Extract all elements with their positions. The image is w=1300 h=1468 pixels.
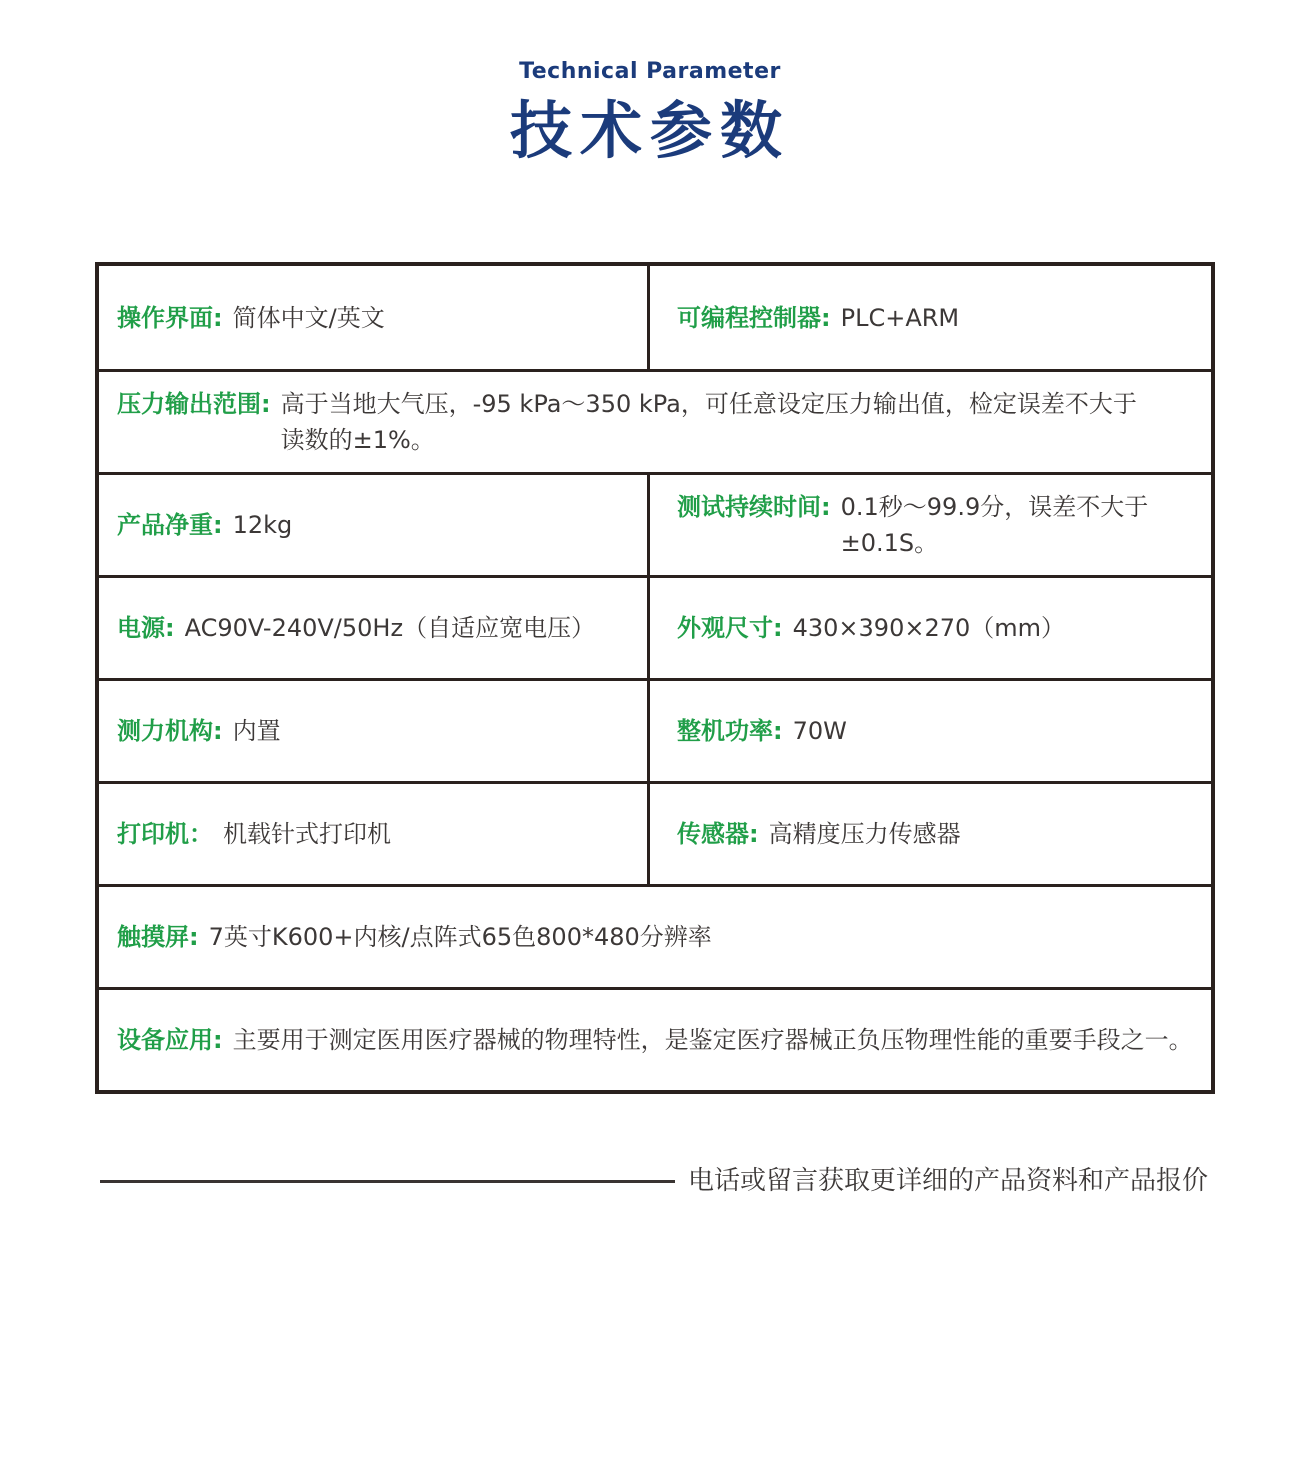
table-row: [99, 884, 1211, 987]
param-label: 测试持续时间:: [677, 493, 831, 521]
table-row: [99, 472, 1211, 575]
param-label: 产品净重:: [117, 511, 223, 539]
param-cell-controller: [650, 266, 1211, 369]
param-cell-sensor: [650, 784, 1211, 884]
param-value: 430×390×270（mm）: [792, 614, 1066, 642]
page-title: 技术参数: [509, 94, 790, 167]
param-value: 70W: [792, 717, 847, 745]
param-label: 触摸屏:: [117, 923, 199, 951]
param-value-line: 读数的±1%。: [280, 426, 435, 454]
page-header: [0, 58, 1300, 168]
table-row: [99, 369, 1211, 472]
param-value: 7英寸K600+内核/点阵式65色800*480分辨率: [208, 923, 712, 951]
param-cell-pressure-range: [99, 372, 1211, 472]
table-row: [99, 781, 1211, 884]
table-row: [99, 266, 1211, 369]
param-value: 简体中文/英文: [232, 303, 385, 332]
param-value: PLC+ARM: [840, 303, 960, 332]
param-label: 测力机构:: [117, 717, 223, 745]
param-value: 0.1秒～99.9分，误差不大于±0.1S。: [840, 493, 1149, 557]
param-cell-touchscreen: [99, 887, 1211, 987]
page-subtitle-en: Technical Parameter: [519, 59, 781, 84]
param-value: 机载针式打印机: [223, 820, 391, 848]
spec-table: [95, 262, 1215, 1094]
param-label: 压力输出范围:: [117, 390, 271, 418]
param-cell-test-duration: [650, 475, 1211, 575]
param-value: 主要用于测定医用医疗器械的物理特性，是鉴定医疗器械正负压物理性能的重要手段之一。: [232, 1026, 1193, 1054]
table-row: [99, 987, 1211, 1090]
contact-note: 电话或留言获取更详细的产品资料和产品报价: [688, 1166, 1209, 1196]
param-value: AC90V-240V/50Hz（自适应宽电压）: [184, 614, 596, 642]
param-cell-application: [99, 990, 1211, 1090]
param-value: 高精度压力传感器: [768, 820, 961, 848]
divider-line: [100, 1180, 675, 1183]
param-label: 整机功率:: [677, 717, 783, 745]
param-cell-power-supply: [99, 578, 650, 678]
param-label: 设备应用:: [117, 1026, 223, 1054]
param-cell-force-mechanism: [99, 681, 650, 781]
param-label: 外观尺寸:: [677, 614, 783, 642]
param-label: 可编程控制器:: [677, 303, 831, 332]
param-label: 打印机：: [117, 820, 213, 848]
param-value: [281, 386, 1137, 458]
table-row: [99, 678, 1211, 781]
param-value: 内置: [232, 717, 281, 745]
param-value: 12kg: [232, 511, 293, 539]
param-cell-ui-language: [99, 266, 650, 369]
param-cell-net-weight: [99, 475, 650, 575]
param-cell-dimensions: [650, 578, 1211, 678]
param-value-line: 高于当地大气压，-95 kPa～350 kPa，可任意设定压力输出值，检定误差不大于: [280, 390, 1137, 418]
param-label: 操作界面:: [117, 303, 223, 332]
param-label: 电源:: [117, 614, 175, 642]
table-row: [99, 575, 1211, 678]
param-label: 传感器:: [677, 820, 759, 848]
param-cell-total-power: [650, 681, 1211, 781]
param-cell-printer: [99, 784, 650, 884]
